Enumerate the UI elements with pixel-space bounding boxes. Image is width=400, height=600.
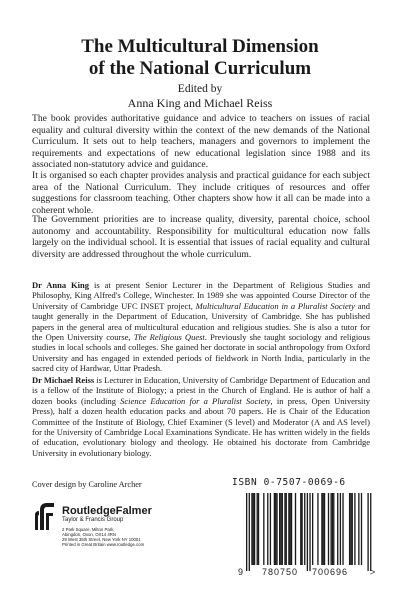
barcode-bar: [304, 493, 305, 565]
blurb-paragraph-2: It is organised so each chapter provides analysis and practical guidance for each subject area of the National Curriculum. They include critiques of resources and offer suggestions for classroom teaching. Other chapters show how it all can be made into a coherent whole.: [32, 170, 370, 216]
barcode-bar: [340, 493, 341, 565]
barcode-bar: [324, 493, 325, 565]
barcode-bar: [288, 493, 289, 565]
barcode-bar: [349, 493, 350, 565]
bio-book-title: The Religious Quest: [133, 332, 205, 343]
barcode-bar: [286, 493, 287, 565]
barcode-bar: [333, 493, 334, 565]
blurb-paragraph-1: The book provides authoritative guidance and advice to teachers on issues of racial equality and cultural diversity within the context of the new demands of the National Curriculum. It sets out to help teachers, managers and governors to implement the requirements and expectations of new educational legislation since 1988 and its associated non-statutory advice and guidance.: [32, 113, 370, 171]
bio-text: . Previously she taught sociology and religious studies in local schools and colleges. She gained her doctorate in social anthropology from Oxford University and has engaged in extended periods of fieldwork in North India, particularly in the sacred city of Hardwar, Uttar Pradesh.: [32, 332, 370, 374]
book-title-line2: of the National Curriculum: [88, 58, 312, 79]
publisher-address-line: 29 West 35th Street, New York NY 10001: [62, 537, 141, 543]
barcode-right-group: 700696: [311, 567, 349, 577]
barcode-bar: [267, 493, 268, 565]
bio-anna-king: [32, 280, 370, 374]
bio-book-title: Multicultural Education in a Pluralist Society: [195, 300, 355, 311]
barcode-bar: [332, 493, 333, 565]
bio-text: is at present Senior Lecturer in the Department of Religious Studies and Philosophy, King Alfred's College, Winchester. In 1989 she was appointed Course Director of the University of Cambridge UFC INSET project,: [32, 280, 370, 311]
barcode-bars: [246, 493, 371, 571]
barcode-bar: [257, 493, 258, 565]
publisher-address-line: 2 Park Square, Milton Park,: [62, 527, 115, 532]
routledgefalmer-logo-icon: [34, 501, 56, 531]
book-title: [20, 36, 380, 80]
publisher-address: [62, 527, 144, 547]
barcode-bar: [246, 493, 247, 571]
barcode-bar: [330, 493, 331, 565]
barcode-bar: [352, 493, 353, 565]
barcode-bar: [274, 493, 275, 565]
barcode-bar: [279, 493, 280, 565]
barcode-bar: [328, 493, 329, 565]
barcode-bar: [342, 493, 343, 565]
barcode-bar: [301, 493, 302, 565]
bio-name: Dr Michael Reiss: [32, 375, 95, 385]
barcode-bar: [251, 493, 252, 565]
barcode-bar: [370, 493, 371, 571]
barcode-bar: [249, 493, 250, 571]
barcode-graphic: [234, 491, 384, 579]
barcode-first-digit: 9: [238, 567, 244, 577]
barcode-bar: [354, 493, 355, 565]
barcode-bar: [284, 493, 285, 565]
bio-text: , in press, Open University Press), half a dozen health education packs and about 70 papers. He is Chair of the Education Committee of the Institute of Biology, Chief Examiner (S level) and Moderator (A and AS level) for the University of Cambridge Local Examinations Syndicate. He has written widely in the fields of education, evolutionary biology and theology. He obtained his doctorate from Cambridge University in evolutionary biology.: [32, 395, 370, 458]
publisher-group: Taylor & Francis Group: [62, 517, 124, 523]
barcode-left-group: 780750: [261, 567, 299, 577]
editors: Anna King and Michael Reiss: [127, 96, 273, 110]
barcode-marker: >: [370, 567, 376, 577]
publisher-address-line: Printed in Great Britain www.routledge.com: [62, 542, 145, 548]
barcode-bar: [300, 493, 301, 565]
barcode-bar: [282, 493, 283, 565]
book-title-line1: The Multicultural Dimension: [81, 36, 319, 57]
barcode: [234, 491, 384, 579]
barcode-bar: [258, 493, 259, 565]
publisher-block: [34, 501, 214, 571]
barcode-bar: [295, 493, 296, 565]
barcode-bar: [275, 493, 276, 565]
isbn-number: ISBN 0-7507-0069-6: [232, 477, 346, 488]
bio-michael-reiss: [32, 375, 370, 458]
barcode-bar: [323, 493, 324, 565]
barcode-bar: [358, 493, 359, 565]
barcode-bar: [254, 493, 255, 565]
barcode-bar: [321, 493, 322, 565]
bio-text: and taught generally in the Department of Education, University of Cambridge. She has published papers in the general area of multicultural education and religious studies. She is also a tutor for the Open University course,: [32, 300, 370, 343]
barcode-bar: [317, 493, 318, 565]
barcode-bar: [337, 493, 338, 565]
bio-book-title: Science Education for a Pluralist Society: [120, 395, 271, 406]
publisher-address-line: Abingdon, Oxon, OX14 4RN: [62, 532, 116, 538]
barcode-bar: [361, 493, 362, 565]
barcode-bar: [253, 493, 254, 565]
barcode-bar: [290, 493, 291, 565]
barcode-bar: [350, 493, 351, 565]
publisher-name: RoutledgeFalmer: [62, 505, 152, 517]
bio-name: Dr Anna King: [32, 280, 90, 290]
barcode-bar: [270, 493, 271, 565]
barcode-bar: [291, 493, 292, 565]
bio-text: is Lecturer in Education, University of Cambridge Department of Education and is a fellow of the Institute of Biology; a priest in the Church of England. He is author of half a dozen books (including: [32, 375, 370, 406]
barcode-bar: [280, 493, 281, 565]
barcode-bar: [307, 493, 308, 571]
blurb-paragraph-3: The Government priorities are to increase quality, diversity, parental choice, school autonomy and accountability. Responsibility for multicultural education now falls largely on the individual school. It is essential that issues of racial equality and cultural diversity are addressed throughout the whole curriculum.: [32, 214, 370, 260]
barcode-bar: [312, 493, 313, 565]
barcode-bar: [309, 493, 310, 571]
barcode-bar: [276, 493, 277, 565]
barcode-bar: [263, 493, 264, 565]
barcode-bar: [367, 493, 368, 571]
cover-design-credit: Cover design by Caroline Archer: [32, 480, 142, 489]
edited-by: Edited by: [177, 83, 223, 95]
